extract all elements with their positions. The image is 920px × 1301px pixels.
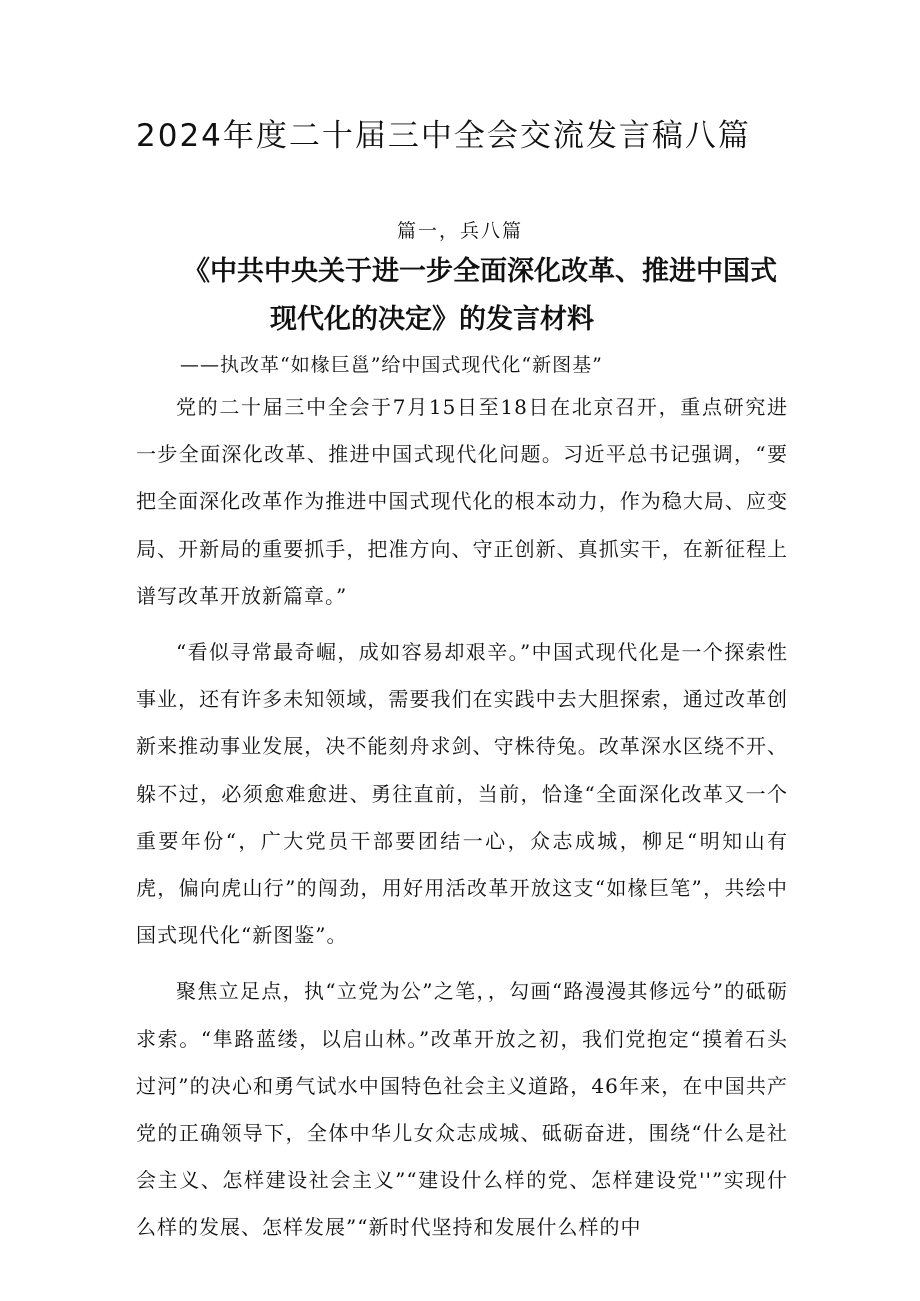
subtitle: ——执改革“如椽巨邕”给中国式现代化“新图基” <box>180 354 603 376</box>
paragraph-1: 党的二十届三中全会于7月15日至18日在北京召开，重点研究进一步全面深化改革、推进中国式现代化问题。习近平总书记强调，“要把全面深化改革作为推进中国式现代化的根本动力，作为稳大局、应变局、开新局的重要抓手，把准方向、守正创新、真抓实干，在新征程上谱写改革开放新篇章。” <box>136 395 788 608</box>
body-text <box>136 384 788 1261</box>
headline-line-1: 《中共中央关于进一步全面深化改革、推进中国式 <box>183 256 777 287</box>
section-label: 篇一，兵八篇 <box>396 220 523 242</box>
document-title: 2024年度二十届三中全会交流发言稿八篇 <box>136 118 751 154</box>
paragraph-2: “看似寻常最奇崛，成如容易却艰辛。”中国式现代化是一个探索性事业，还有许多未知领域，需要我们在实践中去大胆探索，通过改革创新来推动事业发展，决不能刻舟求剑、守株待兔。改革深水区绕不开、躲不过，必须愈难愈进、勇往直前，当前，恰逢“全面深化改革又一个重要年份“，广大党员干部要团结一心，众志成城，柳足“明知山有虎，偏向虎山行”的闯劲，用好用活改革开放这支“如椽巨笔”，共绘中国式现代化“新图鉴”。 <box>136 640 788 948</box>
headline-line-2: 现代化的决定》的发言材料 <box>270 304 594 335</box>
paragraph-3: 聚焦立足点，执“立党为公”之笔，，勾画“路漫漫其修远兮”的砥砺求索。“隼路蓝缕，以启山林。”改革开放之初，我们党抱定“摸着石头过河”的决心和勇气试水中国特色社会主义道路，46年来，在中国共产党的正确领导下，全体中华儿女众志成城、砥砺奋进，围绕“什么是社会主义、怎样建设社会主义”“建设什么样的党、怎样建设党''”实现什么样的发展、怎样发展”“新时代坚持和发展什么样的中 <box>136 979 788 1240</box>
